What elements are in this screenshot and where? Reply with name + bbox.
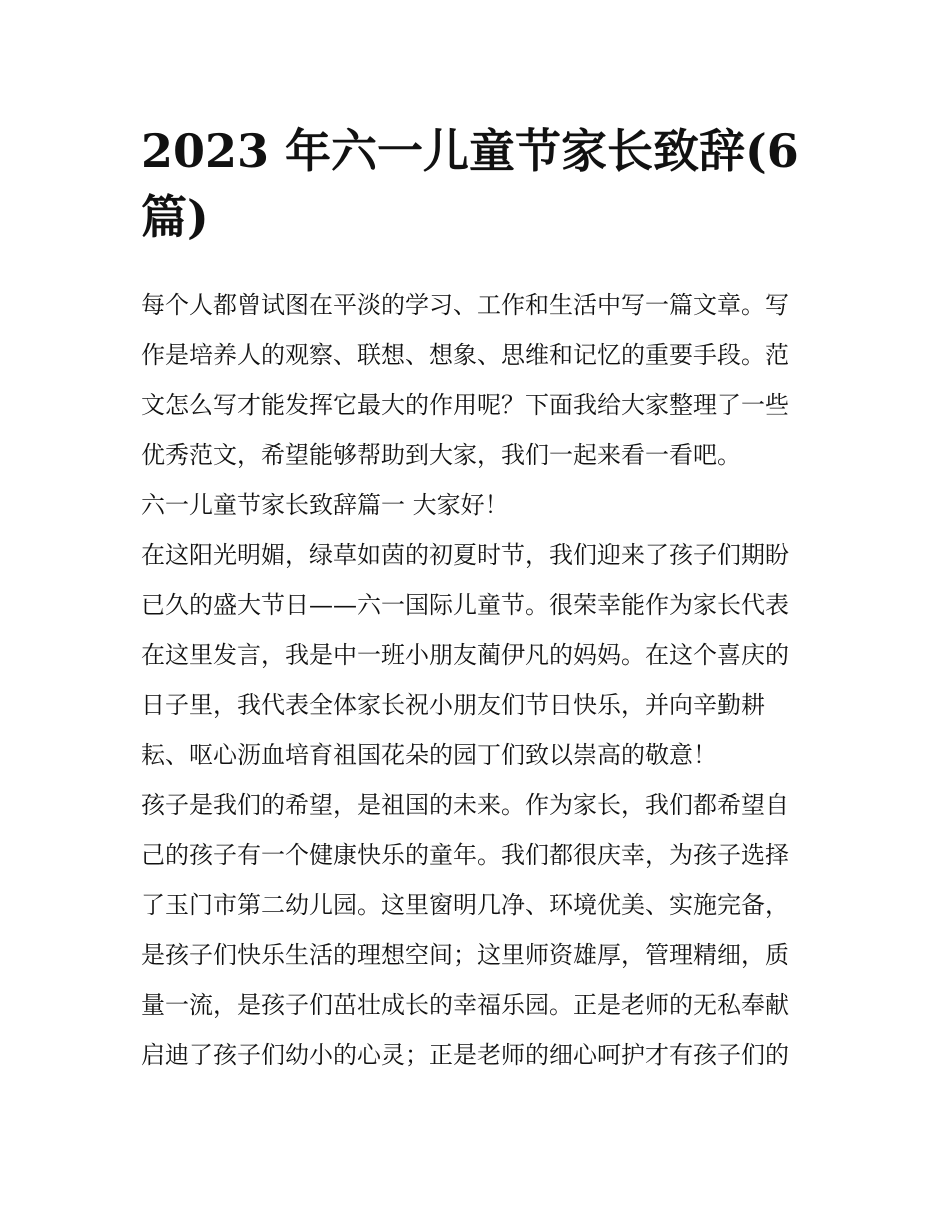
body-line: 启迪了孩子们幼小的心灵；正是老师的细心呵护才有孩子们的 (141, 1041, 789, 1069)
document-title (141, 118, 821, 250)
body-line: 己的孩子有一个健康快乐的童年。我们都很庆幸，为孩子选择 (141, 841, 789, 869)
document-body (141, 280, 813, 1080)
body-line: 作是培养人的观察、联想、想象、思维和记忆的重要手段。范 (141, 341, 789, 369)
body-line: 量一流，是孩子们茁壮成长的幸福乐园。正是老师的无私奉献 (141, 991, 789, 1019)
body-line: 每个人都曾试图在平淡的学习、工作和生活中写一篇文章。写 (141, 291, 789, 319)
title-line-1: 2023 年六一儿童节家长致辞(6 (141, 124, 799, 178)
body-line: 在这里发言，我是中一班小朋友蔺伊凡的妈妈。在这个喜庆的 (141, 641, 789, 669)
section-heading-line: 六一儿童节家长致辞篇一 大家好！ (141, 491, 509, 519)
body-line: 了玉门市第二幼儿园。这里窗明几净、环境优美、实施完备， (141, 891, 789, 919)
body-line: 耘、呕心沥血培育祖国花朵的园丁们致以崇高的敬意！ (141, 741, 717, 769)
body-line: 在这阳光明媚，绿草如茵的初夏时节，我们迎来了孩子们期盼 (141, 541, 789, 569)
body-line: 已久的盛大节日——六一国际儿童节。很荣幸能作为家长代表 (141, 591, 789, 619)
body-line: 优秀范文，希望能够帮助到大家，我们一起来看一看吧。 (141, 441, 741, 469)
body-line: 日子里，我代表全体家长祝小朋友们节日快乐，并向辛勤耕 (141, 691, 765, 719)
body-line: 是孩子们快乐生活的理想空间；这里师资雄厚，管理精细，质 (141, 941, 789, 969)
title-line-2: 篇) (141, 190, 209, 244)
body-line: 孩子是我们的希望，是祖国的未来。作为家长，我们都希望自 (141, 791, 789, 819)
body-line: 文怎么写才能发挥它最大的作用呢？下面我给大家整理了一些 (141, 391, 789, 419)
